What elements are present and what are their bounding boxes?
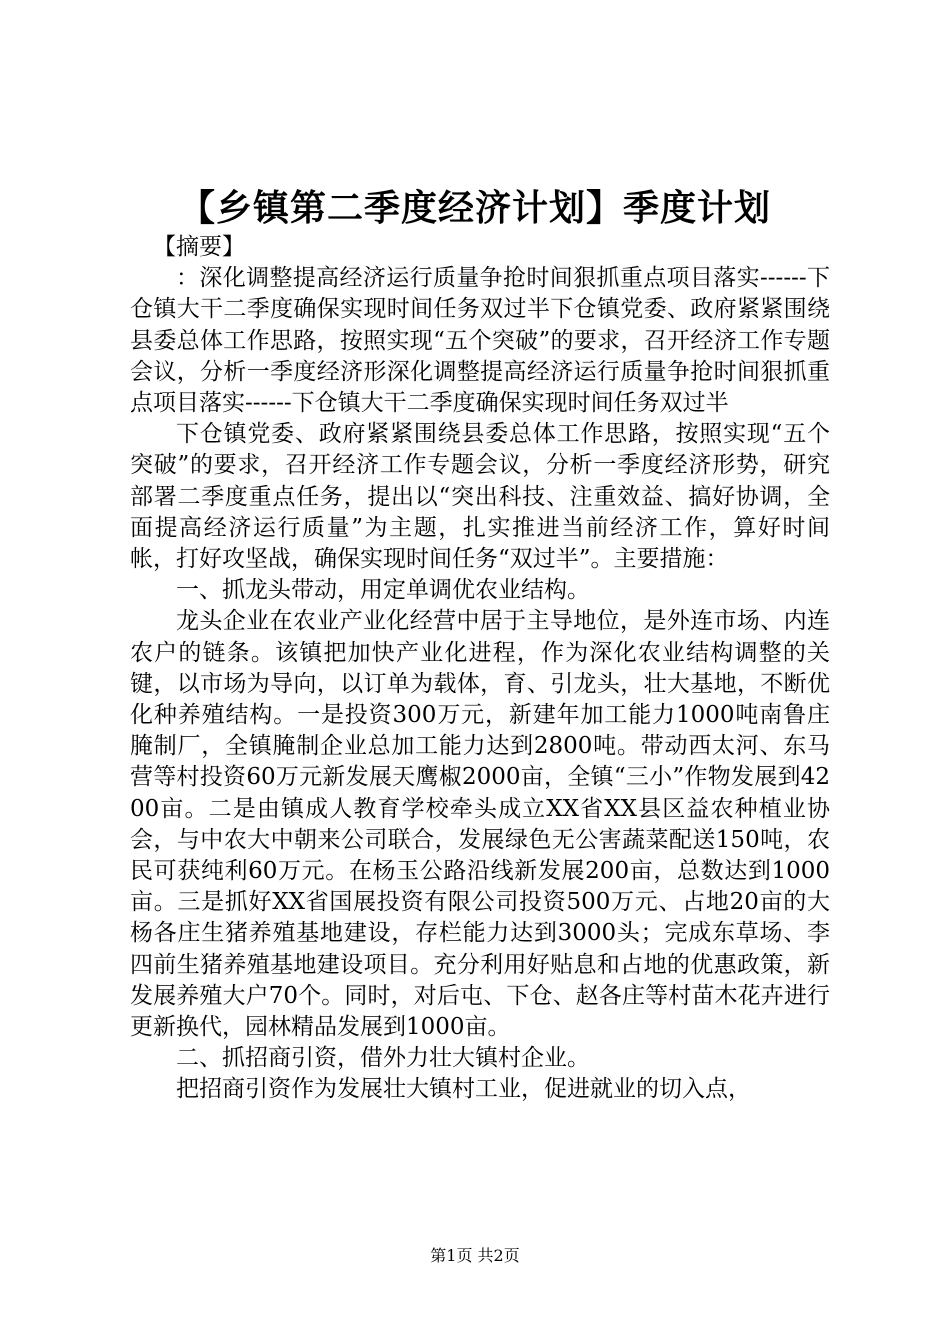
section-heading-1: 一、抓龙头带动，用定单调优农业结构。 [176, 577, 590, 604]
paragraph-section-2: 把招商引资作为发展壮大镇村工业，促进就业的切入点， [176, 1076, 751, 1103]
section-heading-2: 二、抓招商引资，借外力壮大镇村企业。 [176, 1045, 590, 1072]
abstract-label: 【摘要】 [153, 234, 245, 260]
document-title: 【乡镇第二季度经济计划】季度计划 [178, 187, 771, 229]
page-footer: 第1页 共2页 [430, 1246, 520, 1265]
document-body [130, 232, 830, 1106]
paragraph-section-1: 龙头企业在农业产业化经营中居于主导地位，是外连市场、内连农户的链条。该镇把加快产业化进程，作为深化农业结构调整的关键，以市场为导向，以订单为载体，育、引龙头，壮大基地，不断优化种养殖结构。一是投资300万元，新建年加工能力1000吨南鲁庄腌制厂，全镇腌制企业总加工能力达到2800吨。带动西太河、东马营等村投资60万元新发展天鹰椒2000亩，全镇“三小”作物发展到4200亩。二是由镇成人教育学校牵头成立XX省XX县区益农种植业协会，与中农大中朝来公司联合，发展绿色无公害蔬菜配送150吨，农民可获纯利60万元。在杨玉公路沿线新发展200亩，总数达到1000亩。三是抓好XX省国展投资有限公司投资500万元、占地20亩的大杨各庄生猪养殖基地建设，存栏能力达到3000头；完成东草场、李四前生猪养殖基地建设项目。充分利用好贴息和占地的优惠政策，新发展养殖大户70个。同时，对后屯、下仓、赵各庄等村苗木花卉进行更新换代，园林精品发展到1000亩。 [130, 608, 830, 1041]
paragraph-intro: 下仓镇党委、政府紧紧围绕县委总体工作思路，按照实现“五个突破”的要求，召开经济工作专题会议，分析一季度经济形势，研究部署二季度重点任务，提出以“突出科技、注重效益、搞好协调，全面提高经济运行质量”为主题，扎实推进当前经济工作，算好时间帐，打好攻坚战，确保实现时间任务“双过半”。主要措施： [130, 421, 830, 573]
paragraph-abstract: ：深化调整提高经济运行质量争抢时间狠抓重点项目落实------下仓镇大干二季度确保实现时间任务双过半下仓镇党委、政府紧紧围绕县委总体工作思路，按照实现“五个突破”的要求，召开经济工作专题会议，分析一季度经济形深化调整提高经济运行质量争抢时间狠抓重点项目落实------下仓镇大干二季度确保实现时间任务双过半 [130, 265, 830, 417]
